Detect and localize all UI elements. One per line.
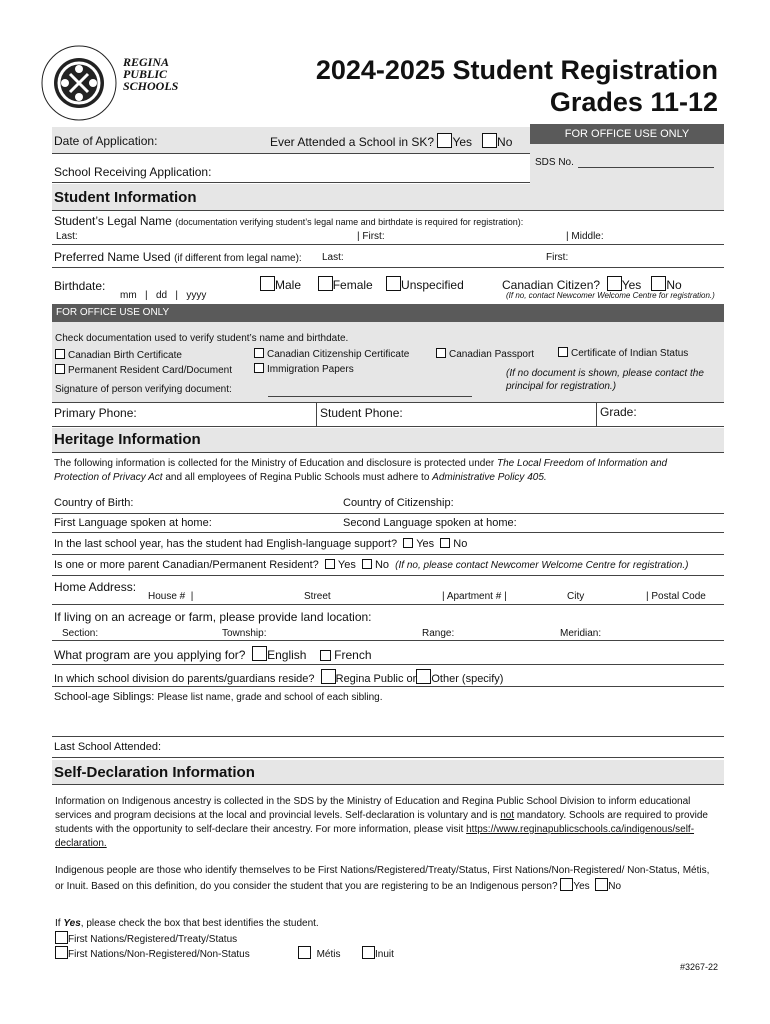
second-language-label: Second Language spoken at home:	[343, 517, 517, 529]
unspecified-checkbox[interactable]	[386, 276, 401, 291]
regina-public-checkbox[interactable]	[321, 669, 336, 684]
heritage-intro: The following information is collected for the Ministry of Education and disclosure is protected under The Local Freedom of Information and Protection of Privacy Act and all employees of Regina Public Schools must adhere to Administrative Policy 405.	[54, 458, 668, 483]
parent-yes-checkbox[interactable]	[325, 559, 335, 569]
citizen-note: (If no, contact Newcomer Welcome Centre for registration.)	[506, 291, 715, 300]
primary-phone-label: Primary Phone:	[54, 406, 137, 420]
attended-no-checkbox[interactable]	[482, 133, 497, 148]
home-address-label: Home Address:	[54, 580, 137, 594]
heritage-heading: Heritage Information	[54, 431, 201, 448]
first-language-label: First Language spoken at home:	[54, 517, 212, 529]
english-checkbox[interactable]	[252, 646, 267, 661]
logo-text: REGINA PUBLIC SCHOOLS	[123, 55, 179, 93]
indigenous-definition: Indigenous people are those who identify themselves to be First Nations/Registered/Treaty/Status, First Nations/Non-Registered/ Non-Status, Métis, or Inuit. Based on this definition, do you consider the student that you are registering to be an Indigenous person? Yes No	[55, 865, 710, 892]
birth-cert-option[interactable]: Canadian Birth Certificate	[55, 349, 182, 361]
section-label: Section:	[62, 628, 99, 639]
school-logo	[40, 44, 118, 122]
acreage-label: If living on an acreage or farm, please provide land location:	[54, 610, 372, 624]
office-use-bar: FOR OFFICE USE ONLY	[52, 304, 724, 322]
first-nations-status-option[interactable]: First Nations/Registered/Treaty/Status	[55, 931, 237, 945]
passport-option[interactable]: Canadian Passport	[436, 348, 534, 360]
legal-middle-label: | Middle:	[566, 231, 604, 242]
siblings-label: School-age Siblings: Please list name, grade and school of each sibling.	[54, 691, 383, 703]
parent-question: Is one or more parent Canadian/Permanent Resident? Yes No (If no, please contact Newcomer Welcome Centre for registration.)	[54, 559, 689, 571]
self-declaration-link[interactable]: https://www.reginapublicschools.ca/indigenous/self-declaration.	[55, 824, 695, 849]
attended-sk-label: Ever Attended a School in SK? Yes No	[270, 135, 513, 149]
indian-status-option[interactable]: Certificate of Indian Status	[558, 347, 688, 359]
esl-question: In the last school year, has the student had English-language support? Yes No	[54, 538, 468, 550]
immigration-option[interactable]: Immigration Papers	[254, 363, 354, 375]
school-receiving-label: School Receiving Application:	[54, 165, 212, 179]
esl-yes-checkbox[interactable]	[403, 538, 413, 548]
preferred-first-label: First:	[546, 252, 569, 263]
postal-code-label: | Postal Code	[646, 591, 706, 602]
grade-label: Grade:	[600, 405, 637, 419]
french-checkbox[interactable]	[320, 650, 331, 661]
birthdate-format: mm | dd | yyyy	[120, 290, 207, 301]
country-birth-label: Country of Birth:	[54, 497, 134, 509]
other-division-checkbox[interactable]	[416, 669, 431, 684]
apartment-label: | Apartment # |	[442, 591, 507, 602]
first-nations-nonstatus-option[interactable]: First Nations/Non-Registered/Non-Status	[55, 946, 250, 960]
esl-no-checkbox[interactable]	[440, 538, 450, 548]
house-label: House # |	[148, 591, 194, 602]
preferred-last-label: Last:	[322, 252, 344, 263]
date-of-application-label: Date of Application:	[54, 134, 158, 148]
street-label: Street	[304, 591, 331, 602]
signature-label: Signature of person verifying document:	[55, 384, 232, 395]
range-label: Range:	[422, 628, 455, 639]
program-question: What program are you applying for? English French	[54, 648, 372, 662]
metis-option[interactable]: Métis	[298, 946, 340, 960]
city-label: City	[567, 591, 585, 602]
if-yes-instruction: If Yes, please check the box that best identifies the student.	[55, 918, 319, 929]
attended-yes-checkbox[interactable]	[437, 133, 452, 148]
citizen-yes-checkbox[interactable]	[607, 276, 622, 291]
division-question: In which school division do parents/guardians reside? Regina Public or Other (specify)	[54, 669, 503, 685]
student-info-heading: Student Information	[54, 189, 197, 206]
self-declaration-heading: Self-Declaration Information	[54, 764, 255, 781]
citizen-question: Canadian Citizen? Yes No	[502, 278, 682, 292]
preferred-name-label: Preferred Name Used (if different from legal name):	[54, 250, 302, 264]
legal-name-label: Student’s Legal Name (documentation verifying student’s legal name and birthdate is required for registration):	[54, 214, 524, 228]
township-label: Township:	[222, 628, 267, 639]
pr-card-option[interactable]: Permanent Resident Card/Document	[55, 364, 232, 376]
no-doc-note: (If no document is shown, please contact the principal for registration.)	[506, 368, 704, 392]
citizen-no-checkbox[interactable]	[651, 276, 666, 291]
office-use-header: FOR OFFICE USE ONLY	[530, 124, 724, 144]
meridian-label: Meridian:	[560, 628, 602, 639]
birthdate-label: Birthdate:	[54, 279, 106, 293]
indigenous-no-checkbox[interactable]	[595, 878, 608, 891]
self-declaration-intro: Information on Indigenous ancestry is collected in the SDS by the Ministry of Education and Regina Public School Division to inform educational services and program decisions at the local and provincial levels. Self-declaration is voluntary and is not mandatory. Schools are required to provide students with the opportunity to self-declare their ancestry. For more information, please visit https://www.reginapublicschools.ca/indigenous/self-declaration.	[55, 796, 708, 849]
check-doc-label: Check documentation used to verify student’s name and birthdate.	[55, 333, 349, 344]
page-title: 2024-2025 Student Registration Grades 11-12	[315, 55, 718, 117]
parent-no-checkbox[interactable]	[362, 559, 372, 569]
sds-label: SDS No.	[535, 157, 574, 168]
citizenship-cert-option[interactable]: Canadian Citizenship Certificate	[254, 348, 409, 360]
gender-options: Male Female Unspecified	[260, 276, 464, 292]
female-checkbox[interactable]	[318, 276, 333, 291]
legal-last-label: Last:	[56, 231, 78, 242]
form-number: #3267-22	[680, 962, 719, 972]
legal-first-label: | First:	[357, 231, 385, 242]
indigenous-yes-checkbox[interactable]	[560, 878, 573, 891]
country-citizenship-label: Country of Citizenship:	[343, 497, 454, 509]
student-phone-label: Student Phone:	[320, 406, 403, 420]
male-checkbox[interactable]	[260, 276, 275, 291]
last-school-label: Last School Attended:	[54, 741, 162, 753]
inuit-option[interactable]: Inuit	[362, 946, 394, 960]
